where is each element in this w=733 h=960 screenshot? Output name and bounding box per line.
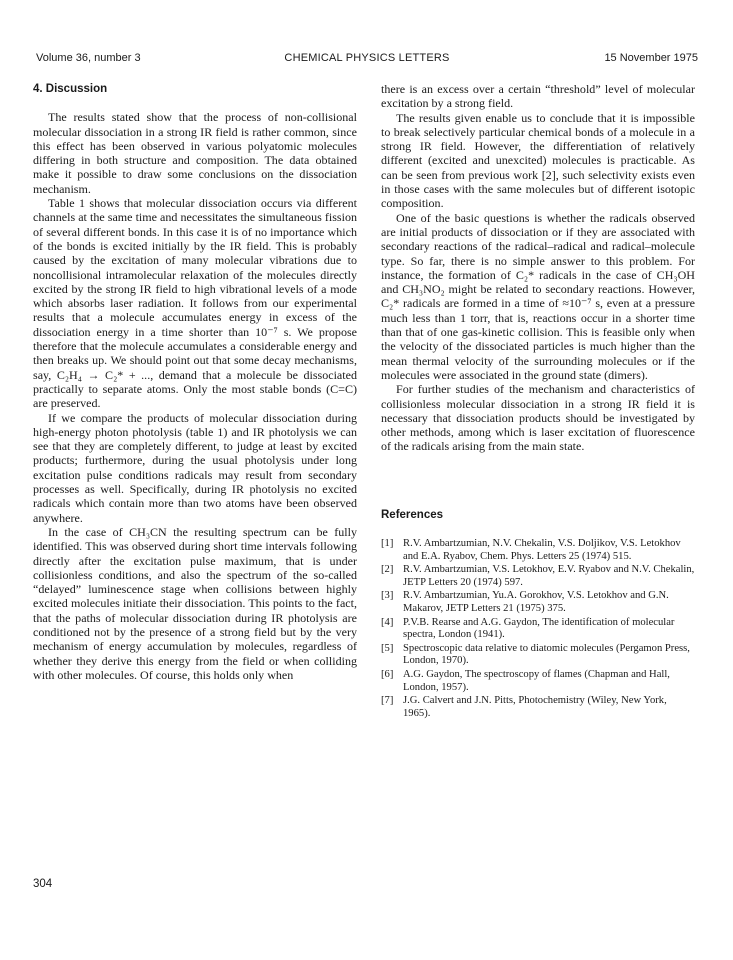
reference-item: [381, 564, 695, 589]
volume-label: Volume 36, number 3: [36, 52, 141, 64]
reference-number: [7]: [381, 695, 394, 707]
running-header: [36, 52, 698, 68]
right-column: [381, 82, 695, 721]
reference-number: [2]: [381, 564, 394, 576]
journal-title: CHEMICAL PHYSICS LETTERS: [284, 52, 450, 64]
reference-number: [6]: [381, 668, 394, 680]
paragraph: there is an excess over a certain “threshold” level of molecular excitation by a strong field.: [381, 82, 695, 111]
paragraph: Table 1 shows that molecular dissociation occurs via different channels at the same time and necessitates the simultaneous fission of several different bonds. In this case it is of no importance which of the bonds is excited initially by the IR field. This is probably caused by the excitation of many molecular vibrations due to noncollisional intramolecular relaxation of the molecules directly excited by the strong IR field to high vibrational levels of a mode which absorbs laser radiation. It follows from our experimental results that a molecule accumulates energy in excess of the dissociation energy in a time shorter than 10⁻⁷ s. We propose therefore that the molecule accumulates a considerable energy and then breaks up. We should point out that some decay mechanisms, say, C₂H₄ → C₂* + ..., demand that a molecule be dissociated practically to separate atoms. Only the most stable bonds (C=C) are preserved.: [33, 196, 357, 411]
reference-item: [381, 669, 695, 694]
paragraph: The results given enable us to conclude that it is impossible to break selectively particular chemical bonds of a molecule in a strong IR field. However, the differentiation of relatively different (excited and unexcited) molecules is practicable. As can be seen from previous work [2], such selectivity exists even in those cases with the same molecules but of different isotopic composition.: [381, 110, 695, 211]
reference-text: R.V. Ambartzumian, N.V. Chekalin, V.S. Doljikov, V.S. Letokhov and E.A. Ryabov, Chem. Phys. Letters 25 (1974) 515.: [403, 538, 681, 562]
issue-date: 15 November 1975: [604, 52, 698, 64]
references-heading: References: [381, 508, 444, 521]
reference-item: [381, 590, 695, 615]
paragraph: The results stated show that the process of non-collisional molecular dissociation in a strong IR field is rather common, since this effect has been observed in various polyatomic molecules differing in both structure and composition. The data obtained make it possible to draw some conclusions on the dissociation mechanism.: [33, 110, 357, 196]
paragraph: For further studies of the mechanism and characteristics of collisionless molecular dissociation in a strong IR field it is necessary that dissociation products should be investigated by other methods, among which is laser excitation of fluorescence of the radicals arising from the main state.: [381, 382, 695, 454]
left-column: [33, 82, 357, 682]
reference-number: [3]: [381, 590, 394, 602]
reference-text: P.V.B. Rearse and A.G. Gaydon, The identification of molecular spectra, London (1941).: [403, 616, 675, 641]
reference-text: R.V. Ambartzumian, V.S. Letokhov, E.V. Ryabov and N.V. Chekalin, JETP Letters 20 (1974) 597.: [403, 564, 695, 588]
reference-item: [381, 695, 695, 720]
reference-item: [381, 617, 695, 642]
reference-text: J.G. Calvert and J.N. Pitts, Photochemistry (Wiley, New York, 1965).: [403, 695, 667, 719]
paragraph: One of the basic questions is whether the radicals observed are initial products of dissociation or if they are associated with secondary reactions of the radical–radical and radical–molecule type. So far, there is no simple answer to this problem. For instance, the formation of C₂* radicals in the case of CH₃OH and CH₃NO₂ might be related to secondary reactions. However, C₂* radicals are formed in a time of ≈10⁻⁷ s, even at a pressure much less than 1 torr, that is, reactions occur in a shorter time than that of one gas-kinetic collision. This is feasible only when the velocity of the dissociated particles is much higher than the mean thermal velocity of the surrounding molecules or if the molecules were associated in the ground state (dimers).: [381, 210, 695, 382]
section-heading: 4. Discussion: [33, 83, 108, 95]
reference-text: R.V. Ambartzumian, Yu.A. Gorokhov, V.S. Letokhov and G.N. Makarov, JETP Letters 21 (1975) 375.: [403, 590, 669, 614]
reference-text: Spectroscopic data relative to diatomic molecules (Pergamon Press, London, 1970).: [403, 642, 690, 667]
paragraph: If we compare the products of molecular dissociation during high-energy photon photolysis (table 1) and IR photolysis we can see that they are completely different, to judge at least by excited products; furthermore, during the usual photolysis under long excitation pulse conditions radicals may result from secondary processes as well. Specifically, during IR photolysis no excited radicals which contain more than two atoms have been observed anywhere.: [33, 410, 357, 525]
reference-item: [381, 643, 695, 668]
reference-number: [5]: [381, 642, 394, 654]
references-list: [381, 538, 695, 720]
reference-number: [4]: [381, 616, 394, 628]
paragraph: In the case of CH₃CN the resulting spectrum can be fully identified. This was observed during short time intervals following directly after the excitation pulse maximum, that is under collisionless conditions, and also the spectrum of the so-called “delayed” luminescence stage when collisions between highly excited molecules initiate their dissociation. This points to the fact, that the paths of molecular dissociation during IR photolysis are conditioned not by the presence of a strong field but by the very mechanism of energy accumulation by molecules, regardless of whether they derive this energy from the field or when colliding with other molecules. Of course, this holds only when: [33, 524, 357, 682]
reference-text: A.G. Gaydon, The spectroscopy of flames (Chapman and Hall, London, 1957).: [403, 668, 670, 693]
reference-number: [1]: [381, 538, 394, 550]
page-number: 304: [33, 878, 53, 890]
reference-item: [381, 538, 695, 563]
